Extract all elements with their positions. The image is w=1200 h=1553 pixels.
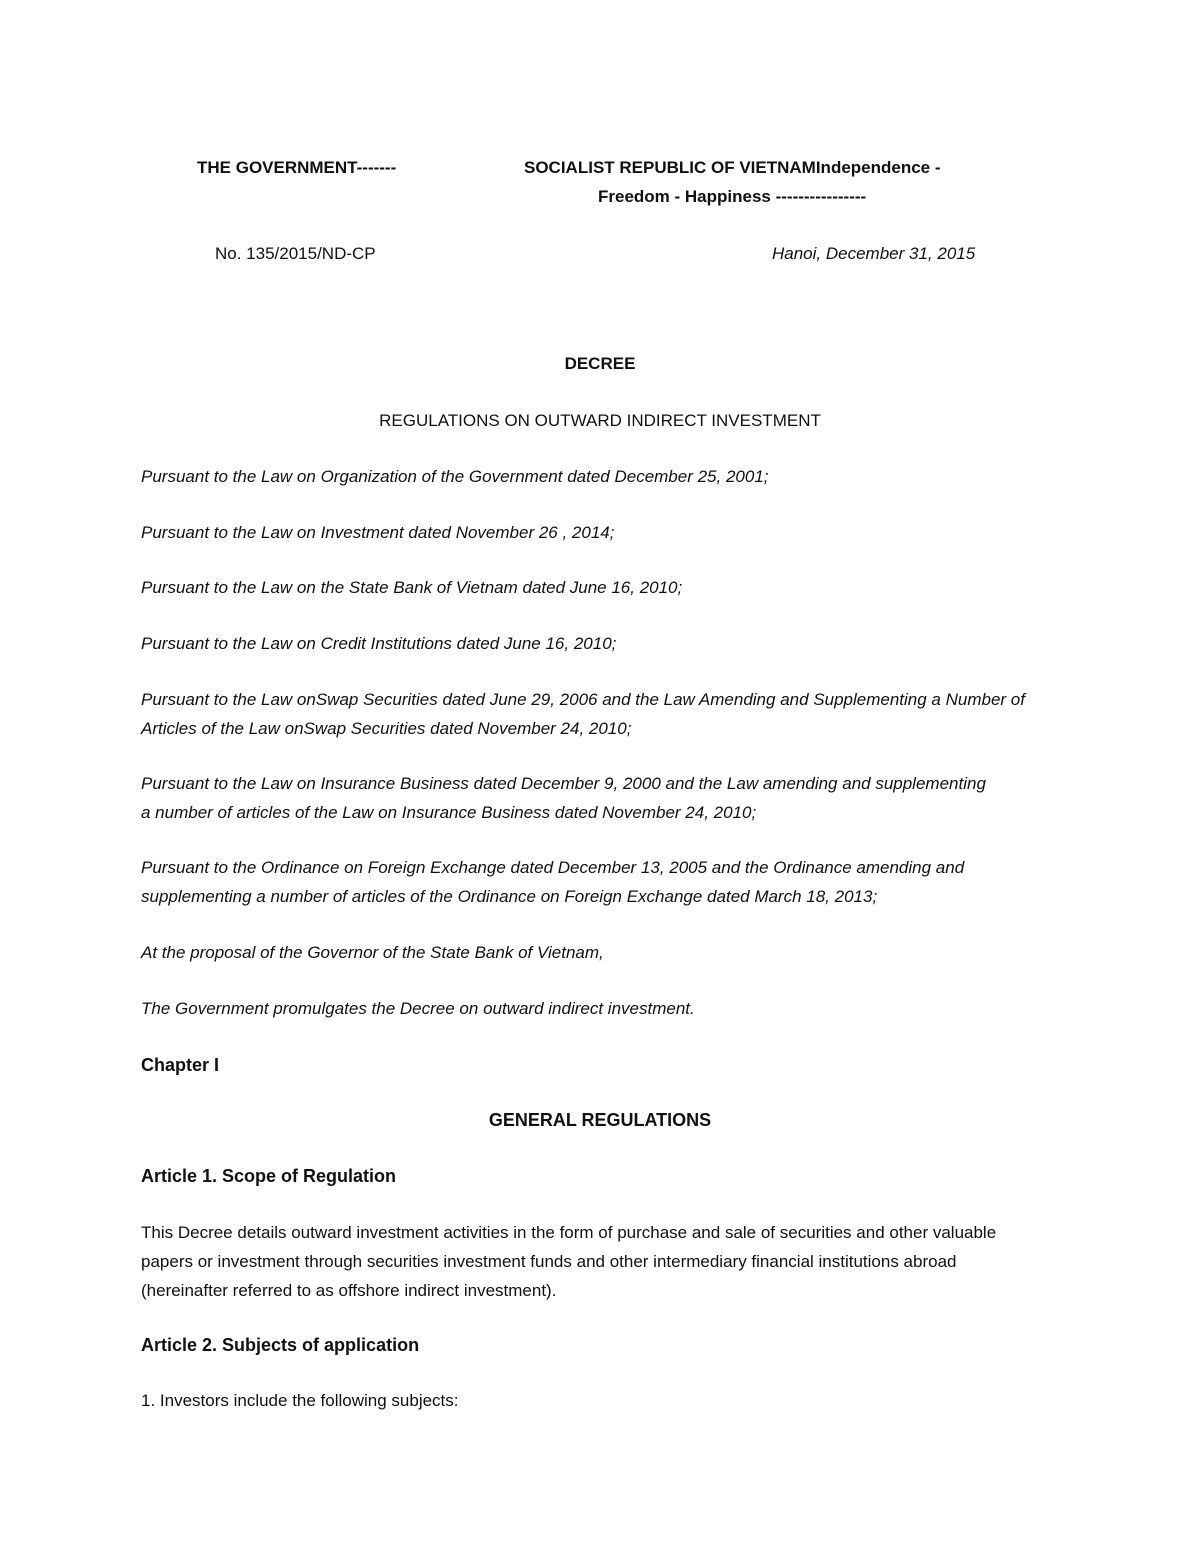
article-heading: Article 1. Scope of Regulation bbox=[141, 1166, 397, 1186]
preamble-item: Pursuant to the Ordinance on Foreign Exchange dated December 13, 2005 and the Ordinance amending and supplementing a number of articles of the Ordinance on Foreign Exchange dated March 18, 2013; bbox=[141, 858, 965, 906]
decree-number: No. 135/2015/ND-CP bbox=[215, 244, 376, 263]
preamble-item: Pursuant to the Law on the State Bank of Vietnam dated June 16, 2010; bbox=[141, 578, 683, 597]
chapter-label: Chapter I bbox=[141, 1055, 220, 1075]
document-type: DECREE bbox=[564, 354, 636, 373]
preamble-item: Pursuant to the Law on Credit Institutions dated June 16, 2010; bbox=[141, 634, 617, 653]
preamble-item: The Government promulgates the Decree on outward indirect investment. bbox=[141, 999, 695, 1018]
national-motto-line2: Freedom - Happiness ---------------- bbox=[598, 187, 867, 206]
preamble-item: At the proposal of the Governor of the State Bank of Vietnam, bbox=[141, 943, 604, 962]
place-date: Hanoi, December 31, 2015 bbox=[772, 244, 976, 263]
article-heading: Article 2. Subjects of application bbox=[141, 1335, 420, 1355]
document-subtitle: REGULATIONS ON OUTWARD INDIRECT INVESTMENT bbox=[379, 411, 821, 430]
issuer-title: THE GOVERNMENT------- bbox=[197, 158, 397, 177]
preamble-item: Pursuant to the Law on Investment dated November 26 , 2014; bbox=[141, 523, 615, 542]
chapter-title: GENERAL REGULATIONS bbox=[488, 1110, 712, 1130]
article-text: This Decree details outward investment activities in the form of purchase and sale of securities and other valuable papers or investment through securities investment funds and other intermediary financial institutions abroad (hereinafter referred to as offshore indirect investment). bbox=[141, 1223, 997, 1300]
preamble-item: Pursuant to the Law onSwap Securities dated June 29, 2006 and the Law Amending and Supplementing a Number of Articles of the Law onSwap Securities dated November 24, 2010; bbox=[141, 690, 1025, 738]
national-title-line1: SOCIALIST REPUBLIC OF VIETNAMIndependence - bbox=[524, 158, 941, 177]
preamble-item: Pursuant to the Law on Organization of the Government dated December 25, 2001; bbox=[141, 467, 769, 486]
preamble-item: Pursuant to the Law on Insurance Business dated December 9, 2000 and the Law amending and supplementing a number of articles of the Law on Insurance Business dated November 24, 2010; bbox=[141, 774, 986, 822]
article-text: 1. Investors include the following subjects: bbox=[141, 1391, 459, 1410]
